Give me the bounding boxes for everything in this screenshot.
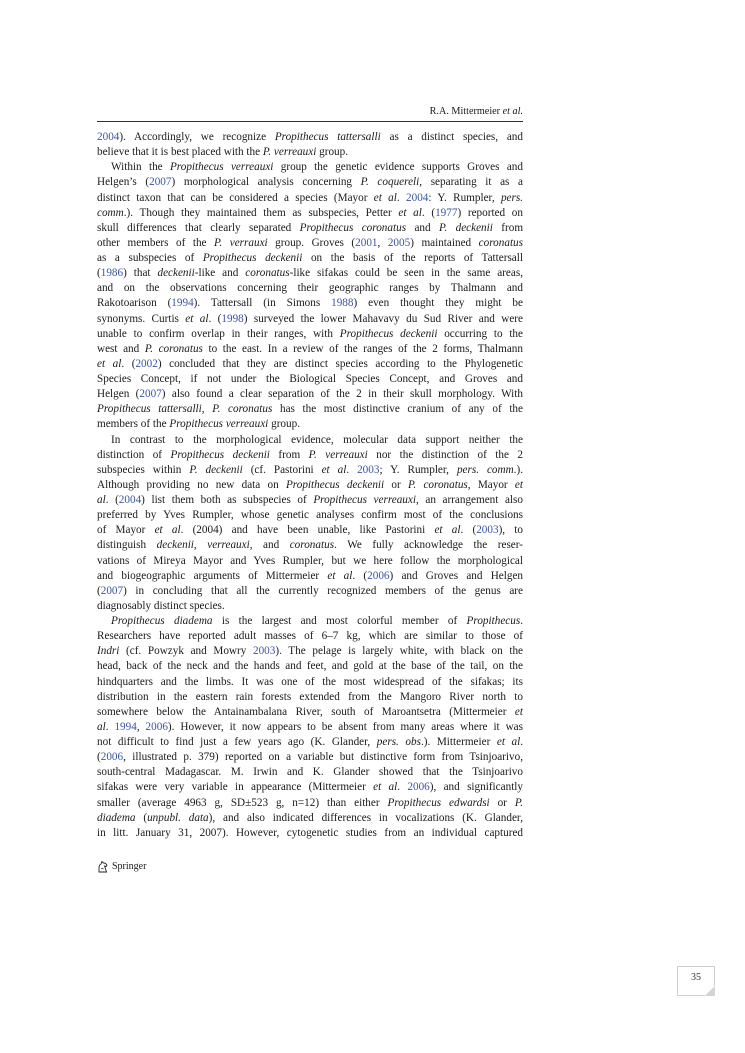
text-run: ) concluded that they are distinct species according to the Phylogenetic [157, 357, 523, 370]
italic-term: Propithecus diadema [111, 615, 213, 627]
text-run: preferred by Yves Rumpler, whose genetic analyses confirm most of the conclusions [97, 509, 523, 522]
text-run: , Mayor [467, 478, 515, 491]
publisher-name: Springer [112, 861, 147, 872]
italic-term: et al [496, 736, 521, 748]
text-line [97, 236, 523, 251]
text-run: , an arrangement also [415, 494, 523, 506]
text-line [97, 402, 523, 417]
text-run: . [105, 720, 115, 733]
italic-term: Propithecus edwardsi [387, 796, 490, 809]
italic-term: P. deckenii [189, 463, 243, 476]
italic-term: Propithecus coronatus [299, 221, 407, 234]
italic-term: Propithecus deckenii [285, 478, 385, 491]
text-run: synonyms. Curtis [97, 312, 186, 325]
italic-term: deckenii [157, 267, 195, 280]
text-line [97, 175, 523, 190]
italic-term: al [97, 720, 106, 733]
text-line [97, 811, 523, 826]
text-run: : Y. Rumpler, [428, 191, 501, 204]
italic-term: Propithecus deckenii [202, 252, 303, 264]
text-run: in litt. January 31, 2007). However, cytogenetic studies from an individual captured [97, 826, 523, 839]
text-line [97, 448, 523, 463]
text-line [97, 705, 523, 720]
text-run: from [269, 448, 309, 461]
text-run: ). Tattersall (in Simons [193, 297, 332, 310]
text-run: ) also found a clear separation of the 2 in their skull morphology. With [161, 388, 523, 401]
text-run: , [136, 720, 146, 733]
text-run: group. [316, 146, 349, 159]
italic-term: Propithecus verreauxi [169, 418, 269, 431]
text-run: vations of Mireya Mayor and Yves Rumpler, but we here follow the morphological [97, 554, 523, 567]
text-run: south-central Madagascar. M. Irwin and K. Glander showed that the Tsinjoarivo [97, 766, 523, 779]
text-run: Species Concept, if not under the Biological Species Concept, and Groves and [97, 373, 523, 385]
citation-link[interactable]: 2002 [135, 357, 158, 370]
text-line [97, 251, 523, 266]
text-line [97, 130, 523, 145]
text-run: ; Y. Rumpler, [379, 463, 457, 476]
text-line [97, 720, 523, 735]
text-run: group the genetic evidence supports Groves and [273, 161, 523, 174]
citation-link[interactable]: 2007 [100, 584, 124, 597]
text-run: distinction of [97, 448, 171, 461]
italic-term: deckenii [156, 539, 194, 552]
text-run: and on the observations concerning their geographic ranges by Thalmann and [97, 282, 523, 295]
text-line [97, 493, 523, 508]
text-run: and biogeographic arguments of Mittermeier [97, 569, 328, 582]
paragraph [97, 433, 523, 615]
citation-link[interactable]: 1986 [100, 267, 124, 280]
citation-link[interactable]: 2007 [149, 176, 172, 189]
text-line [97, 750, 523, 765]
text-run: . [396, 191, 406, 204]
running-head-et-al: et al. [502, 106, 523, 117]
text-run: , [193, 539, 208, 552]
italic-term: al [97, 494, 106, 506]
page-number: 35 [691, 972, 701, 983]
citation-link[interactable]: 2006 [367, 569, 390, 582]
text-line [97, 690, 523, 705]
text-run: subspecies within [97, 463, 190, 476]
text-run: members of the [97, 418, 170, 431]
text-run: distribution in the eastern rain forests extended from the Mangoro River north to [97, 690, 523, 703]
italic-term: et [514, 705, 523, 718]
text-run: -like and [194, 267, 246, 280]
italic-term: Propithecus tattersalli [97, 403, 202, 416]
text-line [97, 584, 523, 599]
text-run: . ( [121, 357, 136, 370]
text-run: ) surveyed the lower Mahavavy du Sud River and were [243, 312, 523, 325]
text-line [97, 569, 523, 584]
text-line [97, 644, 523, 659]
italic-term: P. verreauxi [308, 448, 368, 461]
text-run: distinct taxon that can be considered a species (Mayor [97, 191, 374, 204]
italic-term: coronatus [245, 267, 290, 280]
text-run: ). However, it now appears to be absent from many areas where it was [167, 720, 523, 733]
text-run: . ( [105, 494, 119, 506]
text-line [97, 599, 523, 614]
page-curl-icon [705, 986, 715, 996]
text-line [97, 675, 523, 690]
text-run: Within the [111, 161, 170, 174]
text-run: head, back of the neck and the hands and feet, and gold at the base of the tail, on the [97, 660, 523, 673]
text-line [97, 629, 523, 644]
citation-link[interactable]: 2005 [387, 236, 411, 249]
text-run: -like sifakas could be seen in the same areas, [289, 267, 523, 280]
citation-link[interactable]: 2007 [139, 388, 162, 401]
text-line [97, 312, 523, 327]
citation-link[interactable]: 2004 [118, 494, 142, 506]
italic-term: coronatus [289, 539, 335, 552]
text-run: ) that [123, 267, 158, 280]
citation-link[interactable]: 2006 [145, 720, 168, 733]
text-run: believe that it is best placed with the [97, 146, 263, 159]
text-run: . We fully acknowledge the reser- [334, 539, 523, 552]
italic-term: P. coronatus [408, 478, 468, 491]
italic-term: Propithecus deckenii [339, 327, 438, 340]
italic-term: et al [398, 206, 422, 219]
text-line [97, 327, 523, 342]
text-line [97, 463, 523, 478]
text-run: to the east. In a review of the ranges of the 2 forms, Thalmann [202, 342, 523, 355]
italic-term: P. coronatus [212, 403, 273, 416]
text-run: skull differences that clearly separated [97, 221, 300, 234]
text-line [97, 826, 523, 841]
text-line [97, 266, 523, 281]
text-line [97, 508, 523, 523]
text-run: . ( [352, 569, 368, 582]
italic-term: Indri [97, 645, 120, 658]
text-run: ( [135, 811, 148, 824]
text-line [97, 357, 523, 372]
text-run: , illustrated p. 379) reported on a variable but distinctive form from Tsinjoarivo, [123, 751, 523, 764]
text-line [97, 281, 523, 296]
italic-term: comm [97, 206, 124, 219]
paragraph [97, 160, 523, 432]
text-line [97, 372, 523, 387]
citation-link[interactable]: 2004 [406, 191, 429, 204]
running-head-authors: R.A. Mittermeier [429, 106, 501, 117]
text-run: group. [268, 418, 300, 431]
text-run: ( [97, 751, 101, 764]
text-run: . [346, 463, 358, 476]
text-run: Although providing no new data on [97, 478, 286, 491]
text-run: and [406, 221, 440, 234]
text-run: . (2004) and have been unable, like Pastorini [180, 524, 435, 537]
text-run: .). Though they maintained them as subspecies, Petter [123, 206, 399, 219]
text-run: as a distinct species, and [380, 131, 523, 143]
running-head [97, 106, 523, 117]
italic-term: et al [327, 569, 353, 582]
text-run: Helgen’s ( [97, 176, 150, 189]
italic-term: pers. obs [376, 736, 421, 748]
text-run: , [201, 403, 213, 416]
text-run: hindquarters and the limbs. It was one of the most widespread of the sifakas; its [97, 675, 523, 688]
text-run: . [397, 781, 408, 794]
text-run: (cf. Pastorini [242, 463, 322, 476]
citation-link[interactable]: 1994 [171, 297, 194, 310]
text-run: has the most distinctive cranium of any of the [272, 403, 523, 416]
text-run: smaller (average 4963 g, SD±523 g, n=12) than either [97, 796, 388, 809]
italic-term: pers. [500, 191, 523, 204]
text-run: nor the distinction of the 2 [367, 448, 523, 461]
italic-term: P. [514, 796, 523, 809]
text-run: ) reported on [457, 206, 523, 219]
text-run: ), and significantly [429, 781, 523, 794]
text-line [97, 554, 523, 569]
italic-term: et al [373, 781, 398, 794]
citation-link[interactable]: 2003 [252, 645, 276, 658]
text-run: somewhere below the Antainambalana River, south of Maroantsetra (Mittermeier [97, 705, 515, 718]
text-run: on the basis of the reports of Tattersall [302, 252, 523, 264]
text-run: ). Accordingly, we recognize [119, 131, 275, 143]
text-run: ( [97, 584, 101, 597]
italic-term: P. coquereli [360, 176, 420, 189]
text-line [97, 160, 523, 175]
text-run: , [377, 236, 388, 249]
text-line [97, 433, 523, 448]
text-run: , separating it as a [419, 176, 523, 189]
text-run: occurring to the [437, 327, 523, 340]
text-run: In contrast to the morphological evidence, molecular data support neither the [111, 433, 523, 446]
citation-link[interactable]: 2001 [355, 236, 378, 249]
text-run: .). [513, 463, 523, 476]
text-line [97, 387, 523, 402]
italic-term: verreauxi [207, 539, 250, 552]
text-run: group. Groves ( [267, 236, 356, 249]
text-run: west and [97, 342, 145, 355]
text-run: ) maintained [410, 236, 479, 249]
italic-term: diadema [97, 811, 136, 824]
text-run: . ( [208, 312, 222, 325]
text-run: (cf. Powzyk and Mowry [119, 645, 253, 658]
text-run: ), to [498, 524, 523, 537]
text-run: not difficult to find just a few years ago (K. Glander, [97, 736, 377, 748]
text-line [97, 659, 523, 674]
text-line [97, 417, 523, 432]
text-run: as a subspecies of [97, 252, 203, 264]
text-run: Researchers have reported adult masses of 6–7 kg, which are similar to those of [97, 630, 523, 643]
text-run: sifakas were very variable in appearance (Mittermeier [97, 781, 374, 794]
italic-term: pers. comm [456, 463, 514, 476]
text-run: ) morphological analysis concerning [171, 176, 361, 189]
citation-link[interactable]: 1994 [114, 720, 137, 733]
text-line [97, 780, 523, 795]
italic-term: et [514, 478, 523, 491]
page-number-tab [677, 966, 715, 996]
text-run: ) list them both as subspecies of [141, 494, 314, 506]
text-run: diagnosably distinct species. [97, 599, 225, 612]
text-run: is the largest and most colorful member of [212, 615, 467, 627]
text-line [97, 538, 523, 553]
italic-term: et al [321, 463, 347, 476]
paragraph [97, 130, 523, 160]
citation-link[interactable]: 1998 [221, 312, 244, 325]
text-run: ) and Groves and Helgen [389, 569, 523, 582]
text-line [97, 478, 523, 493]
italic-term: Propithecus deckenii [170, 448, 270, 461]
text-line [97, 296, 523, 311]
text-run: . [520, 615, 523, 627]
text-line [97, 342, 523, 357]
text-run: or [384, 478, 408, 491]
italic-term: et al [434, 524, 461, 537]
text-run: ), and also indicated differences in vocalizations (K. Glander, [208, 811, 523, 824]
body-text [97, 130, 523, 841]
citation-link[interactable]: 2003 [476, 524, 499, 537]
text-line [97, 735, 523, 750]
text-line [97, 221, 523, 236]
text-run: unable to confirm overlap in their ranges, with [97, 327, 340, 340]
text-run: ( [97, 267, 101, 280]
italic-term: P. verreauxi [262, 146, 317, 159]
text-line [97, 191, 523, 206]
springer-logo [97, 860, 146, 873]
italic-term: P. verrauxi [214, 236, 268, 249]
citation-link[interactable]: 2004 [97, 131, 120, 143]
text-run: ) in concluding that all the currently recognized members of the genus are [123, 584, 523, 597]
text-run: ). The pelage is largely white, with black on the [275, 645, 523, 658]
italic-term: P. coronatus [144, 342, 203, 355]
italic-term: Propithecus [466, 615, 521, 627]
text-run: . [520, 736, 523, 748]
text-run: from [492, 221, 523, 234]
citation-link[interactable]: 2006 [100, 751, 124, 764]
text-run: of Mayor [97, 524, 155, 537]
italic-term: Propithecus tattersalli [274, 131, 381, 143]
text-run: ) even thought they might be [353, 297, 523, 310]
header-rule [97, 121, 523, 122]
italic-term: et al [97, 357, 122, 370]
italic-term: Propithecus verreauxi [169, 161, 274, 174]
text-run: .). Mittermeier [420, 736, 497, 748]
paragraph [97, 614, 523, 841]
text-run: distinguish [97, 539, 157, 552]
citation-link[interactable]: 1988 [331, 297, 354, 310]
text-run: or [489, 796, 515, 809]
text-run: . ( [421, 206, 436, 219]
text-line [97, 796, 523, 811]
italic-term: unpubl. data [147, 811, 209, 824]
italic-term: et al [373, 191, 397, 204]
text-line [97, 523, 523, 538]
text-run: , and [249, 539, 290, 552]
italic-term: coronatus [478, 236, 523, 249]
text-run: . ( [460, 524, 477, 537]
text-line [97, 145, 523, 160]
citation-link[interactable]: 2003 [357, 463, 380, 476]
springer-horse-icon [97, 860, 109, 873]
italic-term: Propithecus verreauxi [313, 494, 416, 506]
italic-term: et al [154, 524, 181, 537]
citation-link[interactable]: 1977 [435, 206, 458, 219]
citation-link[interactable]: 2006 [407, 781, 430, 794]
italic-term: et al [185, 312, 209, 325]
text-run: Helgen ( [97, 388, 140, 401]
text-line [97, 765, 523, 780]
italic-term: P. deckenii [439, 221, 493, 234]
text-run: other members of the [97, 236, 215, 249]
text-run: Rakotoarison ( [97, 297, 172, 310]
text-line [97, 206, 523, 221]
text-line [97, 614, 523, 629]
